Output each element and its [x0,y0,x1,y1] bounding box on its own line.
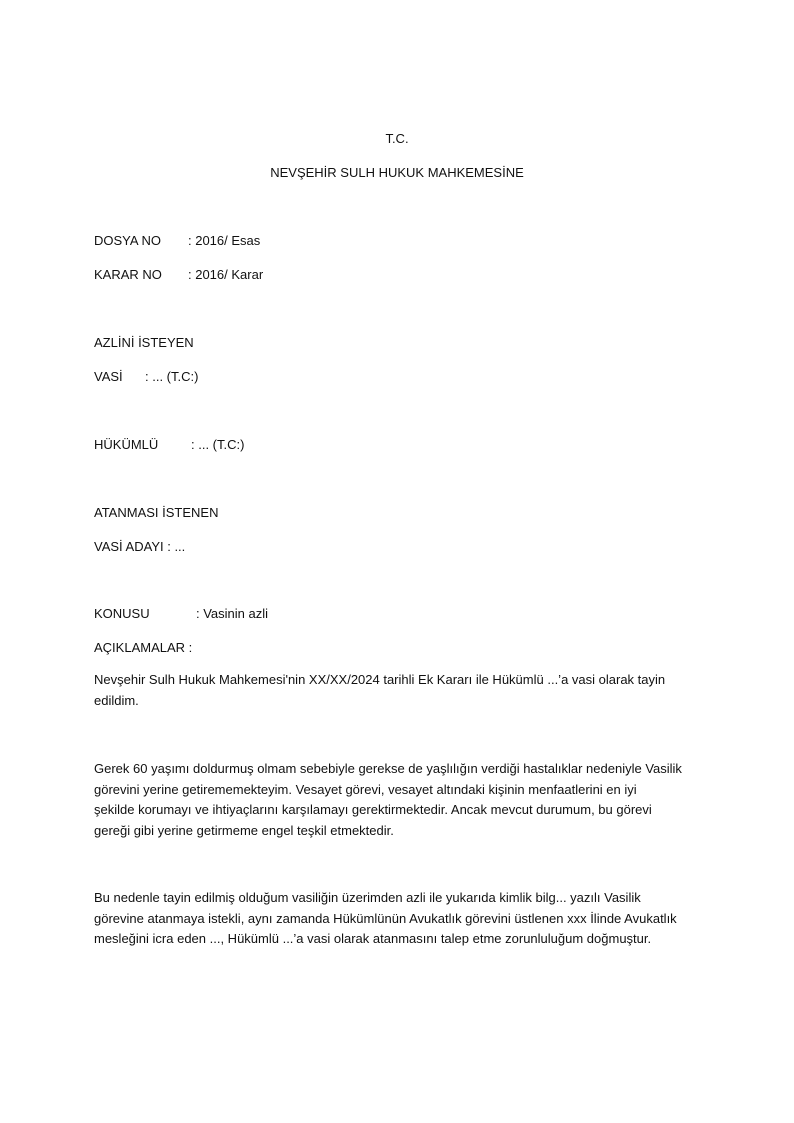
paragraph-line: Gerek 60 yaşımı doldurmuş olmam sebebiyle gerekse de yaşlılığın verdiği hastalıklar nedeniyle Vasilik [94,761,682,776]
vasi-label: VASİ [94,369,123,384]
paragraph-line: Nevşehir Sulh Hukuk Mahkemesi'nin XX/XX/2024 tarihli Ek Kararı ile Hükümlü ...’a vasi olarak tayin [94,672,666,687]
vasi-adayi: VASİ ADAYI : ... [94,539,186,554]
paragraph-line: görevine atanmaya istekli, aynı zamanda Hükümlünün Avukatlık görevini üstlenen xxx İlinde Avukatlık [94,910,677,926]
subject-value: : Vasinin azli [196,606,269,621]
dosya-no-label: DOSYA NO [94,233,161,248]
paragraph-3 [94,888,704,950]
paragraph-line: edildim. [94,692,139,708]
explanations-title: AÇIKLAMALAR : [94,640,193,655]
paragraph-line: görevini yerine getirememekteyim. Vesayet görevi, vesayet altındaki kişinin menfaatlerini en iyi [94,781,637,797]
paragraph-line: gereği gibi yerine getirmeme engel teşkil etmektedir. [94,822,394,838]
subject-label: KONUSU [94,606,150,621]
appointee-title: ATANMASI İSTENEN [94,505,219,520]
paragraph-line: mesleğini icra eden ..., Hükümlü ...’a vasi olarak atanmasını talep etme zorunluluğum doğmuştur. [94,931,652,946]
paragraph-1 [94,670,704,711]
requester-title: AZLİNİ İSTEYEN [94,335,194,350]
header-tc: T.C. [385,131,409,146]
dosya-no-value: : 2016/ Esas [188,233,261,248]
paragraph-2 [94,759,704,841]
vasi-value: : ... (T.C:) [145,369,199,384]
karar-no-label: KARAR NO [94,267,162,282]
paragraph-line: Bu nedenle tayin edilmiş olduğum vasiliğin üzerimden azli ile yukarıda kimlik bilg... yazılı Vasilik [94,890,641,905]
court-title: NEVŞEHİR SULH HUKUK MAHKEMESİNE [270,165,524,180]
convict-value: : ... (T.C:) [191,437,245,452]
karar-no-value: : 2016/ Karar [188,267,264,282]
paragraph-line: şekilde korumayı ve ihtiyaçlarını karşılamayı gerektirmektedir. Ancak mevcut durumum, bu görevi [94,802,652,817]
convict-label: HÜKÜMLÜ [94,437,159,452]
